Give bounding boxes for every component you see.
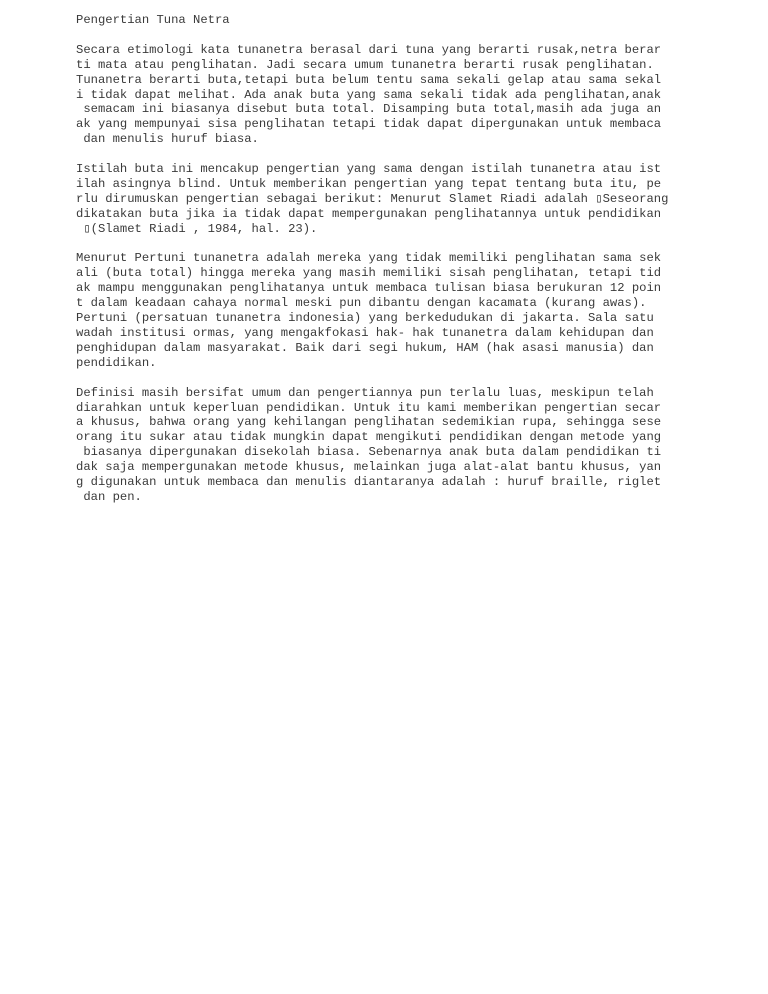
- paragraph-1: [76, 43, 696, 147]
- document-title: Pengertian Tuna Netra: [76, 13, 230, 27]
- document-page: [76, 13, 696, 520]
- text-line: ali (buta total) hingga mereka yang masih memiliki sisah penglihatan, tetapi tid: [76, 266, 662, 281]
- text-line: Definisi masih bersifat umum dan pengertiannya pun terlalu luas, meskipun telah: [76, 385, 654, 400]
- text-line: Istilah buta ini mencakup pengertian yang sama dengan istilah tunanetra atau ist: [76, 162, 662, 177]
- document-body: [76, 43, 696, 505]
- text-line: semacam ini biasanya disebut buta total. Disamping buta total,masih ada juga an: [76, 102, 662, 117]
- text-line: i tidak dapat melihat. Ada anak buta yang sama sekali tidak ada penglihatan,anak: [76, 87, 662, 102]
- text-line: Tunanetra berarti buta,tetapi buta belum tentu sama sekali gelap atau sama sekal: [76, 72, 662, 87]
- text-line: ilah asingnya blind. Untuk memberikan pengertian yang tepat tentang buta itu, pe: [76, 176, 662, 191]
- text-line: a khusus, bahwa orang yang kehilangan penglihatan sedemikian rupa, sehingga sese: [76, 415, 662, 430]
- text-line: dan pen.: [76, 489, 142, 504]
- text-line: ak yang mempunyai sisa penglihatan tetapi tidak dapat dipergunakan untuk membaca: [76, 117, 662, 132]
- paragraph-2: [76, 162, 696, 237]
- text-line: ▯(Slamet Riadi , 1984, hal. 23).: [76, 221, 318, 236]
- text-line: ak mampu menggunakan penglihatanya untuk membaca tulisan biasa berukuran 12 poin: [76, 281, 662, 296]
- text-line: dikatakan buta jika ia tidak dapat mempergunakan penglihatannya untuk pendidikan: [76, 206, 662, 221]
- text-line: dan menulis huruf biasa.: [76, 132, 259, 147]
- text-line: Menurut Pertuni tunanetra adalah mereka yang tidak memiliki penglihatan sama sek: [76, 251, 662, 266]
- text-line: biasanya dipergunakan disekolah biasa. Sebenarnya anak buta dalam pendidikan ti: [76, 445, 662, 460]
- text-line: Pertuni (persatuan tunanetra indonesia) yang berkedudukan di jakarta. Sala satu: [76, 311, 654, 326]
- text-line: orang itu sukar atau tidak mungkin dapat mengikuti pendidikan dengan metode yang: [76, 430, 662, 445]
- text-line: penghidupan dalam masyarakat. Baik dari segi hukum, HAM (hak asasi manusia) dan: [76, 340, 654, 355]
- text-line: t dalam keadaan cahaya normal meski pun dibantu dengan kacamata (kurang awas).: [76, 296, 647, 311]
- text-line: Secara etimologi kata tunanetra berasal dari tuna yang berarti rusak,netra berar: [76, 42, 662, 57]
- text-line: dak saja mempergunakan metode khusus, melainkan juga alat-alat bantu khusus, yan: [76, 460, 662, 475]
- text-line: diarahkan untuk keperluan pendidikan. Untuk itu kami memberikan pengertian secar: [76, 400, 662, 415]
- text-line: rlu dirumuskan pengertian sebagai berikut: Menurut Slamet Riadi adalah ▯Seseorang: [76, 191, 669, 206]
- text-line: wadah institusi ormas, yang mengakfokasi hak- hak tunanetra dalam kehidupan dan: [76, 325, 654, 340]
- paragraph-4: [76, 386, 696, 505]
- text-line: g digunakan untuk membaca dan menulis diantaranya adalah : huruf braille, riglet: [76, 475, 662, 490]
- text-line: pendidikan.: [76, 355, 157, 370]
- paragraph-3: [76, 251, 696, 370]
- text-line: ti mata atau penglihatan. Jadi secara umum tunanetra berarti rusak penglihatan.: [76, 57, 654, 72]
